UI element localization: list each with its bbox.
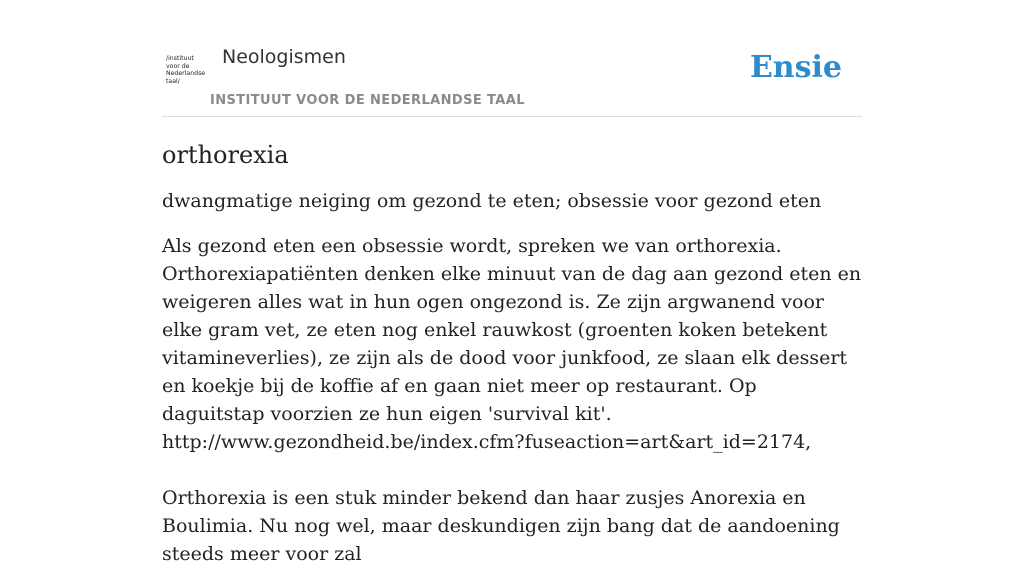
site-header xyxy=(162,40,862,117)
site-title[interactable]: Neologismen xyxy=(222,46,346,68)
ivdnt-logo[interactable]: /instituut voor de Nederlandse taal/ xyxy=(166,55,206,85)
ensie-logo[interactable]: Ensie xyxy=(749,50,842,85)
entry-term: orthorexia xyxy=(162,141,289,169)
entry-content xyxy=(162,140,862,568)
entry-definition: dwangmatige neiging om gezond te eten; obsessie voor gezond eten xyxy=(162,190,822,212)
site-subtitle: INSTITUUT VOOR DE NEDERLANDSE TAAL xyxy=(210,93,525,108)
entry-body: Als gezond eten een obsessie wordt, spreken we van orthorexia. Orthorexiapatiënten denken elke minuut van de dag aan gezond eten en weigeren alles wat in hun ogen ongezond is. Ze zijn argwanend voor elke gram vet, ze eten nog enkel rauwkost (groenten koken betekent vitamineverlies), ze zijn als de dood voor junkfood, ze slaan elk dessert en koekje bij de koffie af en gaan niet meer op restaurant. Op daguitstap voorzien ze hun eigen 'survival kit'. http://www.gezondheid.be/index.cfm?fuseaction=art&art_id=2174, Orthorexia is een stuk minder bekend dan haar zusjes Anorexia en Boulimia. Nu nog wel, maar deskundigen zijn bang dat de aandoening steeds meer voor zal xyxy=(162,235,862,565)
